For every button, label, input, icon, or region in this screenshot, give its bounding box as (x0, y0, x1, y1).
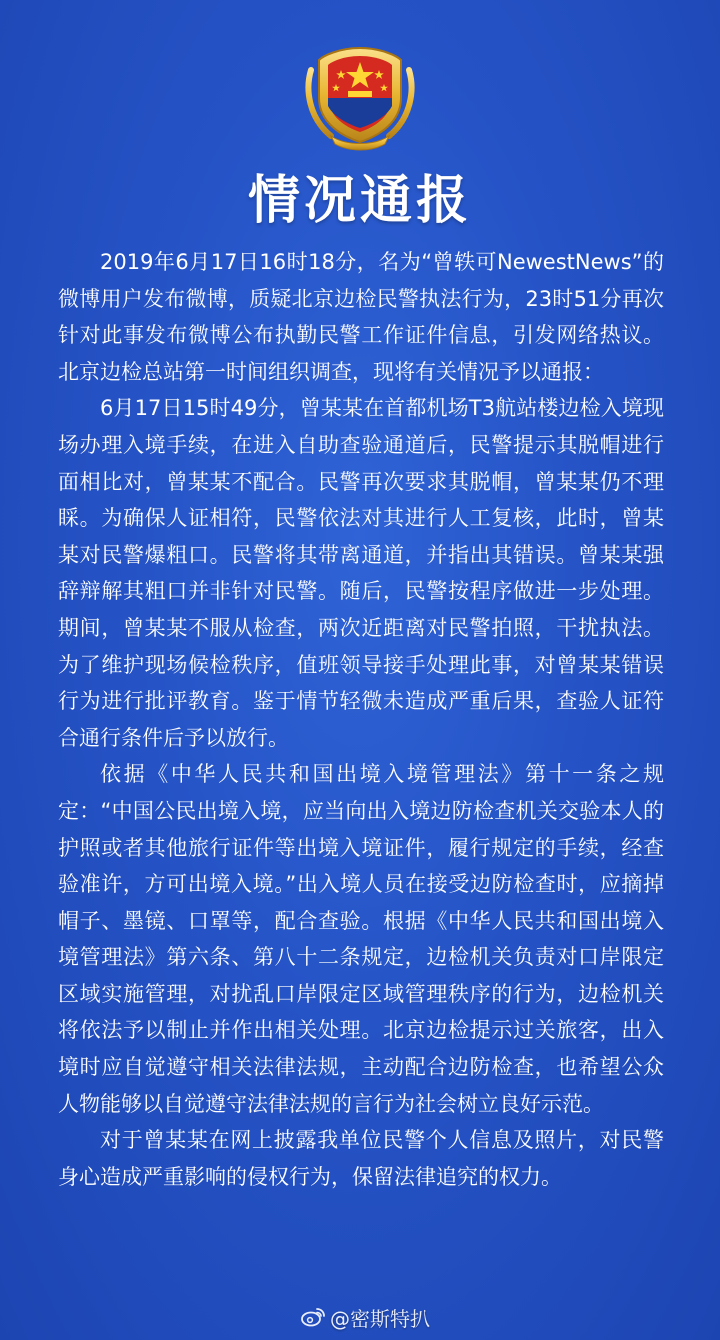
report-body (58, 244, 664, 1195)
watermark-text: @密斯特扒 (330, 1306, 430, 1331)
page-title: 情况通报 (247, 171, 472, 231)
paragraph: 对于曾某某在网上披露我单位民警个人信息及照片，对民警身心造成严重影响的侵权行为，保留法律追究的权力。 (58, 1128, 664, 1189)
police-emblem (301, 40, 419, 152)
paragraph: 依据《中华人民共和国出境入境管理法》第十一条之规定：“中国公民出境入境，应当向出入境边防检查机关交验本人的护照或者其他旅行证件等出境入境证件，履行规定的手续，经查验准许，方可出境入境。”出入境人员在接受边防检查时，应摘掉帽子、墨镜、口罩等，配合查验。根据《中华人民共和国出境入境管理法》第六条、第八十二条规定，边检机关负责对口岸限定区域实施管理，对扰乱口岸限定区域管理秩序的行为，边检机关将依法予以制止并作出相关处理。北京边检提示过关旅客，出入境时应自觉遵守相关法律法规，主动配合边防检查，也希望公众人物能够以自觉遵守法律法规的言行为社会树立良好示范。 (58, 762, 664, 1116)
weibo-icon (300, 1306, 326, 1328)
police-emblem-icon (301, 40, 419, 152)
paragraph: 6月17日15时49分，曾某某在首都机场T3航站楼边检入境现场办理入境手续，在进入自助查验通道后，民警提示其脱帽进行面相比对，曾某某不配合。民警再次要求其脱帽，曾某某仍不理睬。为确保人证相符，民警依法对其进行人工复核，此时，曾某某对民警爆粗口。民警将其带离通道，并指出其错误。曾某某强辞辩解其粗口并非针对民警。随后，民警按程序做进一步处理。期间，曾某某不服从检查，两次近距离对民警拍照，干扰执法。为了维护现场候检秩序，值班领导接手处理此事，对曾某某错误行为进行批评教育。鉴于情节轻微未造成严重后果，查验人证符合通行条件后予以放行。 (58, 396, 664, 750)
paragraph: 2019年6月17日16时18分，名为“曾轶可NewestNews”的微博用户发布微博，质疑北京边检民警执法行为，23时51分再次针对此事发布微博公布执勤民警工作证件信息，引发网络热议。北京边检总站第一时间组织调查，现将有关情况予以通报： (58, 250, 664, 384)
weibo-watermark (300, 1303, 430, 1331)
